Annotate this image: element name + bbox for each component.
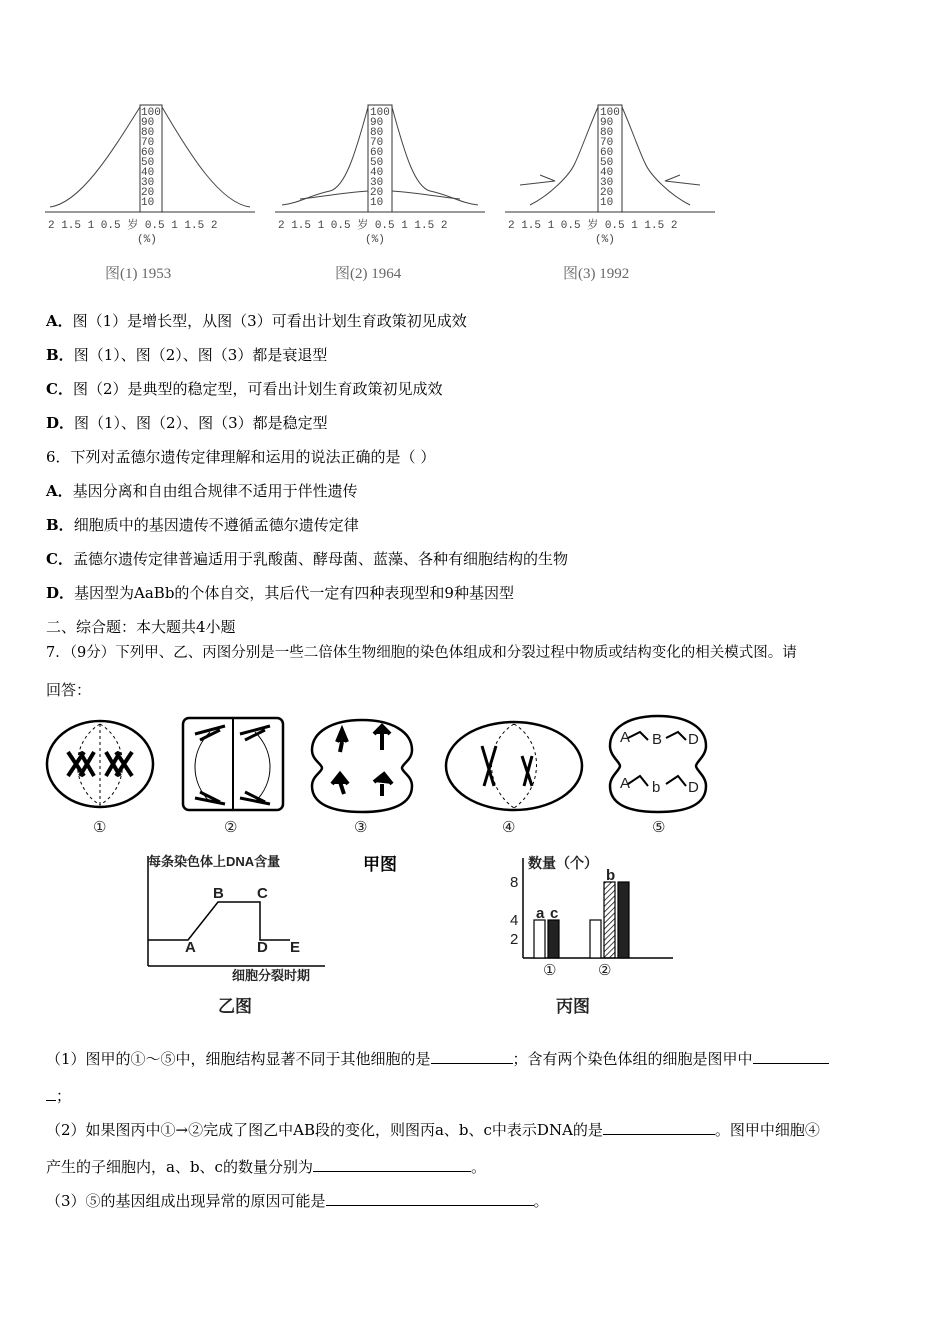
cell-label-3: ③	[354, 819, 368, 836]
age-tick: 30	[600, 177, 614, 189]
age-tick: 100	[370, 107, 390, 119]
age-tick: 90	[370, 117, 384, 129]
age-tick: 30	[141, 177, 155, 189]
age-tick: 70	[600, 137, 614, 149]
q7-stem-2: 回答：	[46, 681, 92, 699]
age-tick: 70	[370, 137, 384, 149]
answer-blank[interactable]	[753, 1047, 829, 1064]
yi-ylabel: 每条染色体上DNA含量	[148, 854, 281, 869]
fig-jia-title: 甲图	[363, 855, 397, 874]
age-tick: 80	[141, 127, 155, 139]
x-ticks: 2 1.5 1 0.5 岁 0.5 1 1.5 2	[508, 220, 678, 232]
age-tick: 30	[370, 177, 384, 189]
q6-option-a: A．基因分离和自由组合规律不适用于伴性遗传	[46, 482, 358, 500]
section-2-title: 二、综合题：本大题共4小题	[46, 618, 236, 636]
answer-blank[interactable]	[313, 1155, 471, 1172]
yi-point-D: D	[257, 939, 268, 956]
yi-dna-curve	[148, 902, 290, 940]
bar-letter-c: c	[550, 905, 559, 922]
q6-option-b: B．细胞质中的基因遗传不遵循孟德尔遗传定律	[46, 516, 359, 534]
x-ticks: 2 1.5 1 0.5 岁 0.5 1 1.5 2	[278, 220, 448, 232]
yi-point-C: C	[257, 885, 268, 902]
gene-label: A	[620, 729, 631, 746]
age-tick: 100	[141, 107, 161, 119]
pyramid-caption-2: 图(2) 1964	[335, 266, 402, 282]
age-tick: 90	[600, 117, 614, 129]
age-tick: 20	[141, 187, 155, 199]
unit: (%)	[595, 234, 615, 246]
q7-sub1-end: ；	[46, 1084, 71, 1106]
cell-label-4: ④	[502, 819, 516, 836]
answer-blank[interactable]	[46, 1084, 56, 1101]
bar-c-1	[548, 920, 559, 958]
bar-letter-a: a	[536, 905, 545, 922]
age-tick: 40	[141, 167, 155, 179]
q7-sub1: （1）图甲的①～⑤中，细胞结构显著不同于其他细胞的是 ；含有两个染色体组的细胞是图甲中	[46, 1047, 829, 1069]
cell-5	[610, 716, 706, 812]
x-ticks: 2 1.5 1 0.5 岁 0.5 1 1.5 2	[48, 220, 218, 232]
cell-diagrams	[40, 712, 720, 840]
cell-label-1: ①	[93, 819, 107, 836]
unit: (%)	[365, 234, 385, 246]
yi-point-B: B	[213, 885, 224, 902]
cell-1	[47, 721, 153, 807]
q5-option-c: C．图（2）是典型的稳定型，可看出计划生育政策初见成效	[46, 380, 443, 398]
q6-stem: 6．下列对孟德尔遗传定律理解和运用的说法正确的是（ ）	[46, 448, 436, 466]
bing-ytick: 8	[510, 874, 519, 891]
cell-label-2: ②	[224, 819, 238, 836]
yi-point-A: A	[185, 939, 196, 956]
bing-ylabel: 数量（个）	[528, 855, 598, 871]
gene-label: B	[652, 731, 663, 748]
q5-option-d: D．图（1）、图（2）、图（3）都是稳定型	[46, 414, 328, 432]
bing-group-1: ①	[543, 962, 557, 979]
gene-label: b	[652, 779, 661, 796]
age-tick: 60	[600, 147, 614, 159]
age-tick: 20	[600, 187, 614, 199]
bar-a-2	[590, 920, 601, 958]
age-tick: 40	[370, 167, 384, 179]
q5-option-b: B．图（1）、图（2）、图（3）都是衰退型	[46, 346, 328, 364]
cell-3	[312, 720, 412, 812]
bar-a-1	[534, 920, 545, 958]
q7-stem-1: 7．（9分）下列甲、乙、丙图分别是一些二倍体生物细胞的染色体组成和分裂过程中物质或结构变化的相关模式图。请	[46, 645, 797, 661]
gene-label: A	[620, 775, 631, 792]
q7-sub2: （2）如果图丙中①→②完成了图乙中AB段的变化，则图丙a、b、c中表示DNA的是 。图甲中细胞④	[46, 1118, 820, 1140]
fig-yi-title: 乙图	[218, 997, 252, 1016]
gene-label: D	[688, 731, 699, 748]
age-tick: 80	[600, 127, 614, 139]
q5-option-a: A．图（1）是增长型，从图（3）可看出计划生育政策初见成效	[46, 312, 467, 330]
age-tick: 90	[141, 117, 155, 129]
age-tick: 60	[141, 147, 155, 159]
q7-sub3: （3）⑤的基因组成出现异常的原因可能是 。	[46, 1189, 549, 1211]
bing-ytick: 4	[510, 912, 519, 929]
figure-bing	[498, 848, 698, 1020]
age-tick: 40	[600, 167, 614, 179]
age-tick: 50	[370, 157, 384, 169]
q6-option-c: C．孟德尔遗传定律普遍适用于乳酸菌、酵母菌、蓝藻、各种有细胞结构的生物	[46, 550, 568, 568]
answer-blank[interactable]	[326, 1189, 534, 1206]
answer-blank[interactable]	[431, 1047, 513, 1064]
cell-4	[446, 722, 582, 810]
age-tick: 50	[141, 157, 155, 169]
pyramid-caption-1: 图(1) 1953	[105, 266, 172, 282]
gene-label: D	[688, 779, 699, 796]
bar-letter-b: b	[606, 867, 616, 884]
pyramid-1953	[45, 105, 255, 246]
q7-sub2-cont: 产生的子细胞内，a、b、c的数量分别为 。	[46, 1155, 486, 1177]
bar-b-2	[604, 882, 615, 958]
cell-label-5: ⑤	[652, 819, 666, 836]
yi-xlabel: 细胞分裂时期	[232, 968, 311, 983]
cell-2	[183, 718, 283, 810]
q6-option-d: D．基因型为AaBb的个体自交，其后代一定有四种表现型和9种基因型	[46, 584, 514, 602]
age-tick: 10	[141, 197, 155, 209]
bing-group-2: ②	[598, 962, 612, 979]
age-tick: 70	[141, 137, 155, 149]
age-tick: 50	[600, 157, 614, 169]
pyramid-1964	[275, 105, 485, 246]
answer-blank[interactable]	[603, 1118, 715, 1135]
unit: (%)	[137, 234, 157, 246]
age-tick: 100	[600, 107, 620, 119]
pyramid-caption-3: 图(3) 1992	[563, 266, 630, 282]
age-tick: 10	[600, 197, 614, 209]
age-tick: 20	[370, 187, 384, 199]
pyramid-1992	[505, 105, 715, 246]
bar-c-2	[618, 882, 629, 958]
figure-yi	[140, 848, 340, 1020]
age-tick: 10	[370, 197, 384, 209]
bing-ytick: 2	[510, 931, 519, 948]
yi-point-E: E	[290, 939, 301, 956]
age-tick: 60	[370, 147, 384, 159]
age-tick: 80	[370, 127, 384, 139]
fig-bing-title: 丙图	[556, 997, 590, 1016]
